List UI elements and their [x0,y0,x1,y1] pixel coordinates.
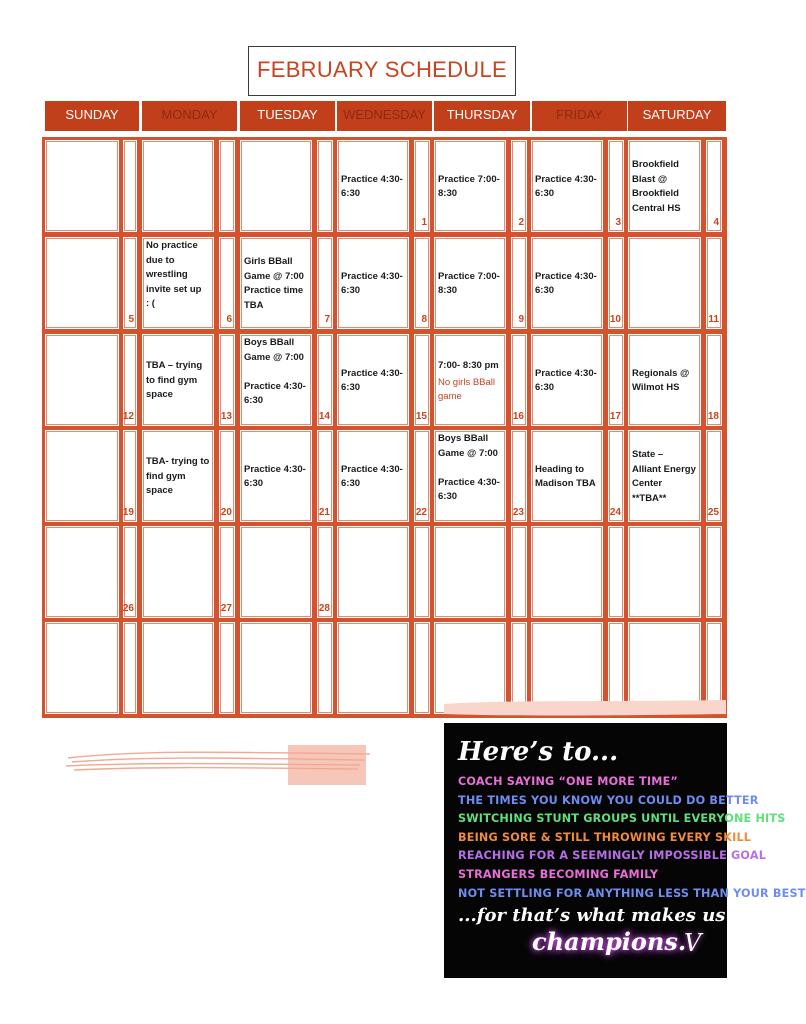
event-text [438,270,510,299]
day-cell [239,621,313,715]
date-number: 17 [609,411,621,422]
day-cell [239,429,313,523]
date-number-cell [122,139,138,233]
date-number-cell [705,333,723,427]
date-number-cell [316,429,334,523]
event-line: Heading to [535,463,585,475]
day-cell [141,139,215,233]
date-number-cell [218,525,236,619]
day-cell [44,139,120,233]
date-number: 11 [708,314,719,325]
date-number: 7 [324,314,330,325]
date-number: 8 [421,314,427,325]
day-cell [141,333,215,427]
day-cell [336,139,410,233]
day-header-tuesday [240,101,335,131]
event-line: 6:30 [341,478,361,489]
day-cell [336,429,410,523]
date-number-cell [122,525,138,619]
event-line: Practice 4:30- [341,173,403,185]
event-line: 8:30 [438,188,458,199]
brush-stroke-decoration [440,694,730,718]
day-header-label: SATURDAY [642,107,712,122]
page-title: FEBRUARY SCHEDULE [256,57,508,82]
poster-logo-mark: V [684,929,702,957]
day-header-friday [532,101,627,131]
poster-champions: champions. [532,927,687,956]
event-text [535,173,607,202]
poster-line: SWITCHING STUNT GROUPS UNTIL EVERYONE HITS [458,812,786,826]
day-cell [530,525,604,619]
date-number: 15 [415,411,427,422]
date-number-cell [607,525,625,619]
day-cell [627,333,702,427]
event-line: find gym [146,470,186,482]
event-line: Brookfield [632,159,679,170]
event-line: 7:00- 8:30 pm [438,360,499,372]
event-line: to find gym [146,374,198,386]
date-number: 2 [518,217,524,228]
date-number-cell [122,333,138,427]
event-note-line: game [438,391,462,403]
date-number-cell [218,236,236,330]
day-cell [433,236,507,330]
day-cell [433,139,507,233]
event-line: TBA – trying [146,360,203,372]
day-cell [433,429,507,523]
event-line [244,365,316,380]
date-number-cell [705,236,723,330]
date-number-cell [607,236,625,330]
date-number: 14 [318,411,330,422]
day-cell [336,621,410,715]
day-header-saturday [628,101,726,131]
day-cell [44,236,120,330]
date-number-cell [413,333,431,427]
event-note-line: No girls BBall [438,376,496,388]
event-line: Boys BBall [244,337,295,348]
day-header-label: MONDAY [161,107,218,122]
event-text [438,432,510,505]
date-number-cell [705,429,723,523]
event-text [146,239,218,312]
title-box [248,46,516,96]
date-number-cell [218,333,236,427]
event-line: Practice 4:30- [535,173,597,185]
calendar-grid [42,137,727,718]
date-number: 25 [707,507,719,518]
event-line: space [146,389,173,401]
date-number-cell [607,333,625,427]
event-line: Center [632,478,663,489]
date-number: 9 [518,314,524,325]
day-header-label: THURSDAY [446,107,518,122]
event-text [244,255,316,313]
event-text [341,367,413,396]
event-text [632,367,704,396]
day-header-label: FRIDAY [556,107,603,122]
day-cell [44,333,120,427]
date-number-cell [218,139,236,233]
day-cell [530,139,604,233]
event-line: Practice 4:30- [244,380,306,392]
date-number: 4 [713,217,719,228]
day-cell [141,525,215,619]
day-cell [239,525,313,619]
date-number-cell [705,139,723,233]
event-line: Alliant Energy [632,463,696,475]
day-cell [336,236,410,330]
event-line: Boys BBall [438,433,489,444]
day-header-monday [142,101,237,131]
event-text [438,359,510,374]
date-number-cell [413,621,431,715]
event-line: 6:30 [244,478,264,489]
date-number-cell [316,621,334,715]
event-note [438,376,510,405]
date-number-cell [316,333,334,427]
poster-line: BEING SORE & STILL THROWING EVERY SKILL [458,830,752,844]
date-number: 10 [609,314,621,325]
day-cell [627,525,702,619]
event-line: Practice 4:30- [438,476,500,488]
event-line: 6:30 [535,188,555,199]
event-line: Practice 4:30- [341,463,403,475]
event-line: TBA [244,299,264,311]
event-text [146,455,218,499]
date-number: 22 [415,507,427,518]
date-number-cell [510,139,528,233]
date-number-cell [607,139,625,233]
date-number: 21 [318,507,330,518]
day-cell [239,333,313,427]
event-line: 6:30 [535,382,555,393]
motivational-poster [444,723,806,978]
event-text [632,448,704,506]
event-line: 6:30 [341,382,361,393]
day-cell [530,333,604,427]
day-cell [433,525,507,619]
poster-tagline: ...for that’s what makes us [458,905,726,926]
date-number-cell [218,621,236,715]
day-header-wednesday [337,101,432,131]
event-text [341,270,413,299]
day-cell [530,236,604,330]
event-line: Madison TBA [535,478,596,489]
date-number-cell [316,525,334,619]
event-line: Wilmot HS [632,382,680,393]
date-number-cell [510,429,528,523]
day-cell [239,139,313,233]
event-line: Practice 7:00- [438,173,500,185]
day-cell [336,333,410,427]
day-cell [627,236,702,330]
event-line: space [146,485,173,497]
event-text [535,463,607,492]
day-header-thursday [434,101,530,131]
event-line: Practice 4:30- [341,270,403,282]
event-text [146,359,218,403]
event-line: Brookfield [632,188,679,199]
event-line: : ( [146,298,155,309]
date-number-cell [122,429,138,523]
date-number: 26 [122,603,134,614]
poster-line: NOT SETTLING FOR ANYTHING LESS THAN YOUR BEST [458,886,806,900]
date-number: 12 [122,411,134,422]
event-line: TBA- trying to [146,456,210,468]
date-number: 23 [512,507,524,518]
day-cell [44,621,120,715]
event-line: Game @ 7:00 [244,351,304,363]
event-line: No practice [146,240,198,251]
date-number-cell [122,621,138,715]
event-text [244,463,316,492]
event-line: Central HS [632,202,681,214]
day-cell [141,429,215,523]
date-number-cell [413,139,431,233]
day-cell [239,236,313,330]
event-line: Practice 4:30- [535,270,597,282]
date-number: 20 [220,507,232,518]
date-number-cell [316,236,334,330]
poster-line: REACHING FOR A SEEMINGLY IMPOSSIBLE GOAL [458,849,767,863]
event-line: Blast @ [632,173,668,185]
event-text [341,463,413,492]
event-line: 6:30 [244,395,264,406]
day-header-label: SUNDAY [65,107,119,122]
event-text [632,158,704,216]
event-text [438,173,510,202]
date-number-cell [122,236,138,330]
poster-heading: Here’s to... [458,737,619,767]
date-number: 16 [512,411,524,422]
date-number: 24 [609,507,621,518]
scribble-decoration [60,740,380,790]
event-line: wrestling [146,269,188,280]
event-line: **TBA** [632,492,667,504]
day-cell [141,621,215,715]
event-line: Regionals @ [632,367,690,379]
day-cell [141,236,215,330]
event-line: Practice 4:30- [244,463,306,475]
event-line: Game @ 7:00 [438,447,498,459]
event-line: Girls BBall [244,256,293,267]
event-text [535,367,607,396]
event-text [341,173,413,202]
date-number-cell [413,429,431,523]
date-number-cell [413,525,431,619]
date-number-cell [705,525,723,619]
event-line: 6:30 [341,285,361,296]
poster-line: COACH SAYING “ONE MORE TIME” [458,775,678,788]
date-number: 5 [128,314,134,325]
date-number: 3 [615,217,621,228]
date-number-cell [607,429,625,523]
event-line: 8:30 [438,285,458,296]
day-header-label: TUESDAY [257,107,318,122]
date-number-cell [413,236,431,330]
date-number-cell [510,525,528,619]
event-line [438,461,510,476]
event-line: Practice time [244,285,304,296]
poster-line: THE TIMES YOU KNOW YOU COULD DO BETTER [458,793,759,807]
event-line: 6:30 [535,285,555,296]
event-text [535,270,607,299]
event-line: due to [146,254,175,266]
event-line: Game @ 7:00 [244,270,304,282]
day-cell [627,429,702,523]
date-number: 28 [318,603,330,614]
day-header-label: WEDNESDAY [343,107,426,122]
date-number-cell [218,429,236,523]
date-number: 18 [707,411,719,422]
day-cell [44,429,120,523]
event-line: Practice 4:30- [535,367,597,379]
day-cell [44,525,120,619]
date-number: 6 [226,314,232,325]
date-number: 1 [421,217,427,228]
date-number-cell [316,139,334,233]
date-number: 19 [122,507,134,518]
event-line: invite set up [146,283,202,295]
day-header-sunday [45,101,139,131]
day-cell [627,139,702,233]
poster-line: STRANGERS BECOMING FAMILY [458,868,659,881]
event-line: 6:30 [438,491,458,502]
event-line: State – [632,449,664,460]
event-line: Practice 4:30- [341,367,403,379]
day-cell [433,333,507,427]
day-cell [336,525,410,619]
date-number-cell [510,236,528,330]
date-number: 27 [220,603,232,614]
event-line: Practice 7:00- [438,270,500,282]
date-number: 13 [220,411,232,422]
date-number-cell [510,333,528,427]
event-line: 6:30 [341,188,361,199]
event-text [244,336,316,409]
day-cell [530,429,604,523]
